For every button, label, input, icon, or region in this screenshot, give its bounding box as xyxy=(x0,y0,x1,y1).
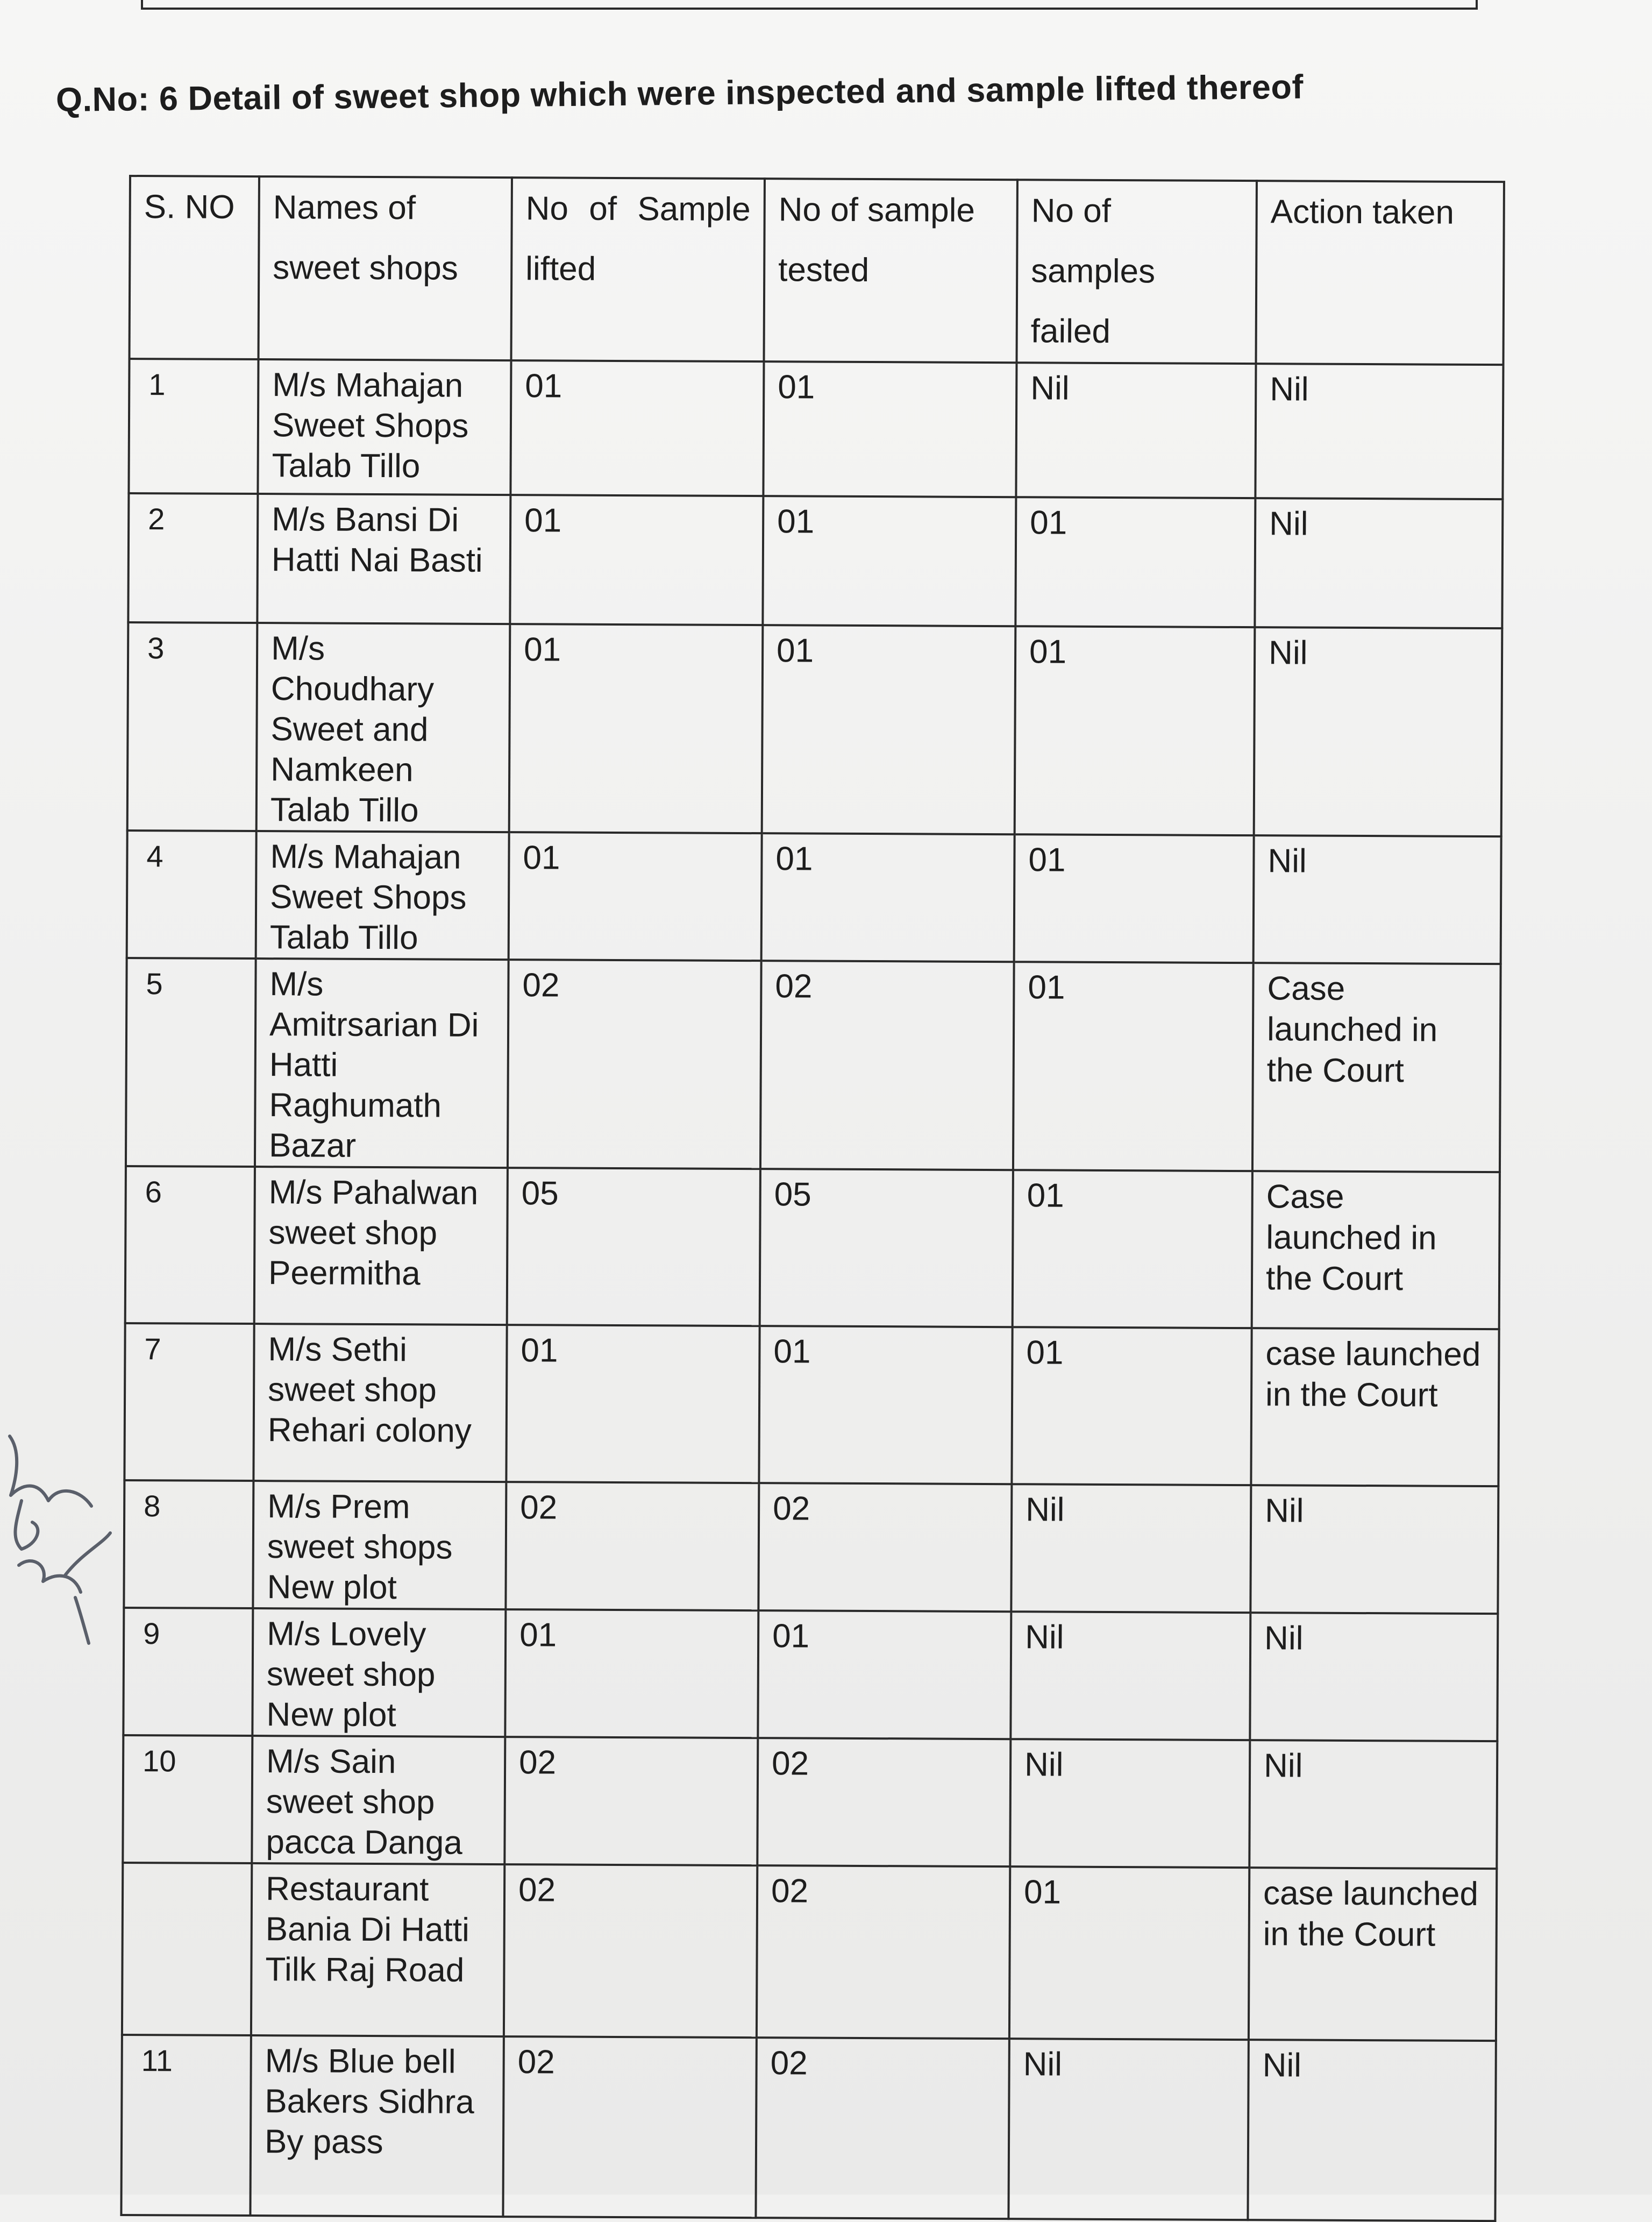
cell-tested: 05 xyxy=(760,1169,1013,1327)
cell-tested: 01 xyxy=(761,833,1015,962)
cell-lifted: 01 xyxy=(505,1609,758,1738)
cell-lifted: 02 xyxy=(504,1864,757,2038)
cell-tested: 01 xyxy=(759,1326,1012,1484)
table-row xyxy=(123,1735,1497,1869)
cell-shop-name: M/s Amitrsarian Di Hatti Raghumath Bazar xyxy=(255,959,509,1168)
cell-s-no: 4 xyxy=(127,830,257,959)
cell-shop-name: M/s Bansi Di Hatti Nai Basti xyxy=(257,494,510,624)
cell-action: Nil xyxy=(1254,835,1501,964)
table-row xyxy=(128,493,1503,628)
cell-s-no: 10 xyxy=(123,1735,252,1863)
cell-shop-name: M/s Mahajan Sweet Shops Talab Tillo xyxy=(256,831,509,960)
cell-action: Nil xyxy=(1250,1613,1498,1741)
cell-shop-name: M/s Prem sweet shops New plot xyxy=(253,1481,506,1609)
table-row xyxy=(124,1480,1498,1614)
cell-failed: 01 xyxy=(1012,1327,1251,1485)
cell-s-no: 6 xyxy=(125,1166,255,1324)
cell-action: Nil xyxy=(1254,627,1503,836)
cell-shop-name: M/s Blue bell Bakers Sidhra By pass xyxy=(250,2035,503,2217)
table-row xyxy=(124,1323,1499,1486)
cell-failed: 01 xyxy=(1013,1170,1252,1328)
table-row xyxy=(123,1608,1498,1741)
header-lifted: No of Sample lifted xyxy=(511,178,765,361)
cell-tested: 02 xyxy=(757,1738,1010,1866)
cell-action: Nil xyxy=(1248,2040,1496,2221)
cell-tested: 01 xyxy=(762,625,1016,834)
cell-lifted: 01 xyxy=(506,1325,759,1483)
cell-tested: 02 xyxy=(757,1865,1010,2039)
cell-shop-name: M/s Sethi sweet shop Rehari colony xyxy=(253,1324,507,1482)
cell-tested: 01 xyxy=(758,1610,1011,1739)
cell-failed: Nil xyxy=(1016,363,1256,498)
cell-shop-name: M/s Choudhary Sweet and Namkeen Talab Tillo xyxy=(257,623,510,832)
cell-failed: 01 xyxy=(1009,1866,1249,2040)
cell-action: Nil xyxy=(1255,364,1503,499)
cell-action: Nil xyxy=(1250,1485,1498,1614)
cell-lifted: 01 xyxy=(509,832,762,961)
cell-shop-name: M/s Lovely sweet shop New plot xyxy=(252,1608,505,1737)
cell-action: case launched in the Court xyxy=(1251,1328,1499,1486)
cell-lifted: 01 xyxy=(510,360,764,496)
cell-lifted: 02 xyxy=(505,1482,759,1610)
cell-failed: Nil xyxy=(1010,1739,1250,1868)
table-header-row xyxy=(130,176,1504,365)
cell-tested: 01 xyxy=(763,361,1016,497)
cell-lifted: 02 xyxy=(508,960,761,1169)
cell-s-no: 7 xyxy=(124,1323,254,1481)
cell-lifted: 01 xyxy=(509,624,763,833)
cell-lifted: 02 xyxy=(503,2036,756,2218)
top-border-rule xyxy=(141,0,1478,10)
page-title: Q.No: 6 Detail of sweet shop which were inspected and sample lifted thereof xyxy=(55,68,1304,119)
cell-action: case launched in the Court xyxy=(1249,1868,1497,2041)
cell-s-no: 9 xyxy=(123,1608,253,1736)
cell-failed: Nil xyxy=(1011,1484,1251,1613)
header-failed: No of samples failed xyxy=(1016,180,1256,364)
cell-failed: 01 xyxy=(1015,626,1255,835)
cell-shop-name: Restaurant Bania Di Hatti Tilk Raj Road xyxy=(251,1863,504,2036)
cell-shop-name: M/s Pahalwan sweet shop Peermitha xyxy=(254,1167,508,1325)
cell-action: Nil xyxy=(1249,1740,1497,1869)
cell-failed: Nil xyxy=(1008,2039,1248,2220)
cell-shop-name: M/s Sain sweet shop pacca Danga xyxy=(252,1736,505,1864)
cell-tested: 01 xyxy=(763,496,1016,626)
cell-lifted: 01 xyxy=(510,495,763,625)
table-row xyxy=(125,1166,1500,1329)
table-row xyxy=(129,359,1503,499)
cell-s-no: 2 xyxy=(128,493,258,623)
table-row xyxy=(121,2035,1496,2221)
cell-tested: 02 xyxy=(756,2038,1009,2219)
cell-action: Case launched in the Court xyxy=(1252,1171,1500,1329)
table-row xyxy=(126,958,1501,1172)
handwritten-signature-icon xyxy=(0,1420,118,1646)
cell-s-no: 1 xyxy=(129,359,258,494)
cell-s-no: 11 xyxy=(121,2035,251,2216)
cell-action: Nil xyxy=(1255,498,1503,628)
cell-tested: 02 xyxy=(760,961,1014,1170)
inspection-table xyxy=(120,175,1505,2222)
header-s-no: S. NO xyxy=(130,176,259,359)
cell-lifted: 02 xyxy=(504,1737,758,1865)
cell-s-no: 5 xyxy=(126,958,256,1167)
cell-shop-name: M/s Mahajan Sweet Shops Talab Tillo xyxy=(258,359,511,495)
table-row xyxy=(122,1863,1497,2041)
cell-lifted: 05 xyxy=(507,1168,760,1326)
header-names: Names of sweet shops xyxy=(259,176,512,360)
cell-s-no: 3 xyxy=(127,622,258,831)
cell-failed: 01 xyxy=(1014,834,1254,963)
cell-action: Case launched in the Court xyxy=(1252,963,1501,1172)
cell-failed: Nil xyxy=(1010,1612,1250,1740)
cell-s-no: 8 xyxy=(124,1480,253,1608)
cell-tested: 02 xyxy=(758,1483,1012,1612)
cell-failed: 01 xyxy=(1013,962,1254,1171)
table-row xyxy=(127,622,1503,836)
cell-s-no xyxy=(122,1863,252,2035)
table-row xyxy=(127,830,1501,964)
header-tested: No of sample tested xyxy=(764,179,1017,363)
header-action: Action taken xyxy=(1256,181,1504,365)
cell-failed: 01 xyxy=(1015,497,1255,627)
